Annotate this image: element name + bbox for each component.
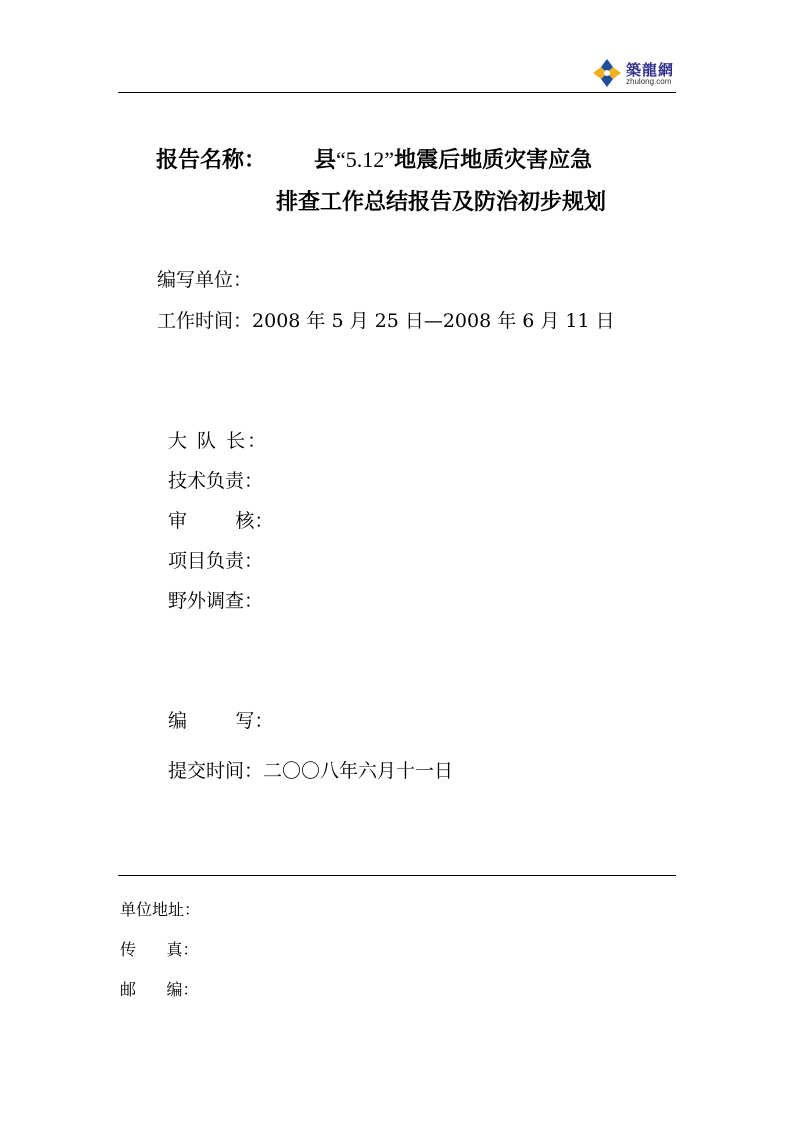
report-title-line1	[156, 143, 592, 174]
header-rule	[118, 92, 676, 93]
unit-address-label: 单位地址：	[120, 900, 201, 919]
fax-label: 传 真：	[120, 940, 199, 959]
footer-rule	[118, 875, 676, 876]
title-line1-text: 地震后地质灾害应急	[394, 148, 593, 173]
work-time-value: 2008 年 5 月 25 日—2008 年 6 月 11 日	[252, 310, 615, 332]
work-time-line	[157, 306, 615, 333]
staff-technical-lead: 技术负责：	[168, 470, 264, 492]
title-county: 县	[314, 148, 337, 173]
writer-label: 编 写：	[168, 710, 274, 732]
work-time-label: 工作时间：	[157, 310, 253, 332]
report-title-line2: 排查工作总结报告及防治初步规划	[276, 190, 607, 215]
zhulong-logo	[592, 56, 684, 90]
title-date-number: “5.12”	[336, 147, 395, 172]
staff-reviewer: 审 核：	[168, 510, 274, 532]
compile-unit-label: 编写单位：	[157, 269, 253, 291]
staff-field-survey: 野外调查：	[168, 590, 264, 612]
zip-code-label: 邮 编：	[120, 980, 199, 999]
logo-chinese-text: 築龍網	[626, 61, 675, 79]
staff-project-lead: 项目负责：	[168, 550, 264, 572]
logo-domain-text: zhulong.com	[626, 77, 672, 86]
logo-diamond-icon	[592, 58, 622, 88]
report-title-label: 报告名称：	[156, 148, 267, 173]
staff-captain: 大 队 长：	[168, 430, 269, 452]
submit-time: 提交时间：二〇〇八年六月十一日	[168, 760, 454, 782]
